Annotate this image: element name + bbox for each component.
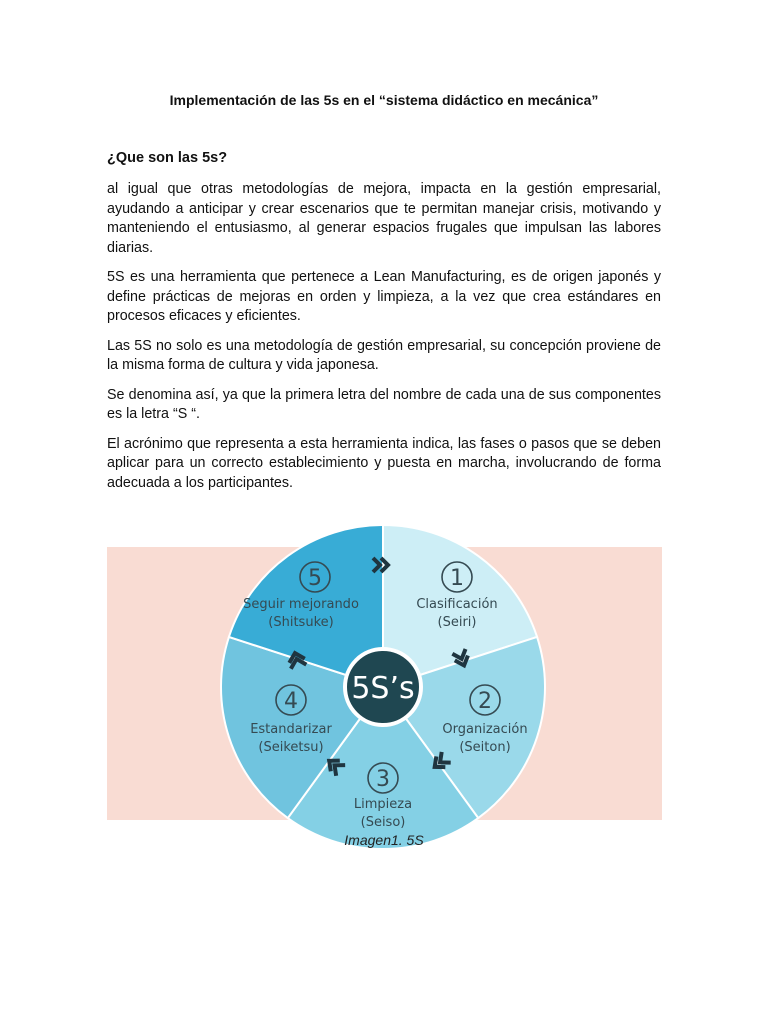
step-japanese-name: (Seiri) bbox=[437, 615, 477, 630]
section-heading: ¿Que son las 5s? bbox=[107, 150, 228, 166]
step-japanese-name: (Shitsuke) bbox=[268, 615, 334, 630]
step-name: Seguir mejorando bbox=[243, 597, 359, 612]
step-name: Clasificación bbox=[416, 597, 498, 612]
paragraph: Se denomina así, ya que la primera letra del nombre de cada una de sus componentes es la letra “S “. bbox=[107, 386, 661, 422]
step-japanese-name: (Seiso) bbox=[360, 815, 406, 830]
paragraph: 5S es una herramienta que pertenece a Lean Manufacturing, es de origen japonés y define prácticas de mejoras en orden y limpieza, a la vez que crea estándares en procesos eficaces y eficientes. bbox=[107, 269, 661, 324]
step-number: 1 bbox=[450, 566, 464, 591]
step-japanese-name: (Seiketsu) bbox=[258, 740, 324, 755]
step-number: 2 bbox=[478, 689, 492, 714]
step-name: Estandarizar bbox=[250, 722, 332, 737]
paragraph: El acrónimo que representa a esta herramienta indica, las fases o pasos que se deben aplicar para un correcto establecimiento y puesta en marcha, involucrando de forma adecuada a los participantes. bbox=[107, 435, 661, 491]
step-name: Organización bbox=[442, 722, 528, 737]
five-s-wheel bbox=[107, 547, 662, 830]
step-number: 5 bbox=[308, 566, 322, 591]
paragraph: Las 5S no solo es una metodología de gestión empresarial, su concepción proviene de la misma forma de cultura y vida japonesa. bbox=[107, 337, 661, 373]
five-s-diagram bbox=[107, 547, 662, 830]
paragraph: al igual que otras metodologías de mejora, impacta en la gestión empresarial, ayudando a anticipar y crear escenarios que te permitan manejar crisis, motivando y manteniendo el entusiasmo, al generar espacios frugales que impulsan las labores diarias. bbox=[107, 181, 661, 256]
step-number: 3 bbox=[376, 767, 390, 792]
document-title: Implementación de las 5s en el “sistema didáctico en mecánica” bbox=[169, 92, 599, 108]
step-japanese-name: (Seiton) bbox=[459, 740, 511, 755]
step-name: Limpieza bbox=[353, 797, 413, 812]
body-text bbox=[107, 180, 661, 503]
center-label: 5S’s bbox=[351, 671, 415, 706]
step-number: 4 bbox=[284, 689, 298, 714]
figure-caption: Imagen1. 5S bbox=[344, 832, 424, 848]
